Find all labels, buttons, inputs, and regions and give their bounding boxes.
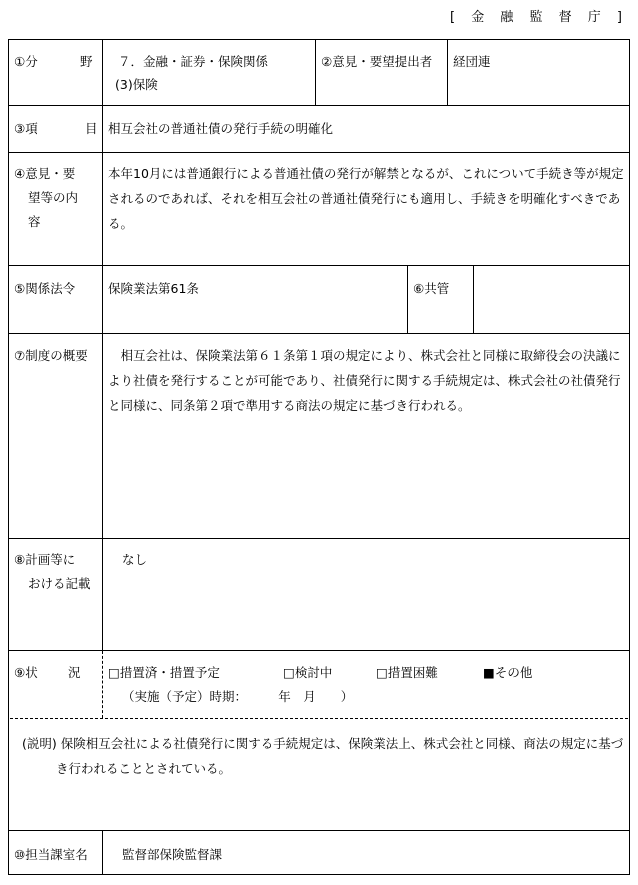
status-label: ⑨状: [14, 665, 38, 680]
field-value-line1: ７．金融・証券・保険関係: [118, 54, 269, 69]
checkbox-empty-icon: □: [283, 665, 295, 680]
plan-value: なし: [122, 552, 148, 567]
status-option-other[interactable]: ■その他: [483, 665, 533, 680]
status-label-suffix: 況: [68, 665, 81, 680]
status-explanation: (説明) 保険相互会社による社債発行に関する手続規定は、保険業法上、株式会社と同様、商法の規定に基づき行われることとされている。: [22, 736, 624, 776]
submitter-label: ②意見・要望提出者: [321, 54, 433, 69]
request-value: 本年10月には普通銀行による普通社債の発行が解禁となるが、これについて手続き等が規定されるのであれば、それを相互会社の普通社債発行にも適用し、手続きを明確化すべきである。: [108, 166, 624, 231]
law-value: 保険業法第61条: [108, 281, 199, 296]
system-value: 相互会社は、保険業法第６１条第１項の規定により、株式会社と同様に取締役会の決議により社債を発行することが可能であり、社債発行に関する手続規定は、株式会社の社債発行と同様に、同条第２項で準用する商法の規定に基づき行われる。: [108, 348, 621, 413]
checkbox-empty-icon: □: [376, 665, 388, 680]
status-option-difficult[interactable]: □措置困難: [376, 665, 438, 680]
joint-label: ⑥共管: [413, 281, 450, 296]
division-label: ⑩担当課室名: [14, 847, 88, 862]
field-label-suffix: 野: [80, 54, 93, 69]
item-label: ③項: [14, 121, 38, 136]
status-option-done[interactable]: □措置済・措置予定: [108, 665, 220, 680]
request-label-1: ④意見・要: [14, 166, 76, 181]
plan-label-1: ⑧計画等に: [14, 552, 76, 567]
field-value-line2: (3)保険: [115, 77, 158, 92]
request-label-3: 容: [28, 214, 41, 229]
system-label: ⑦制度の概要: [14, 348, 88, 363]
checkbox-filled-icon: ■: [483, 665, 495, 680]
law-label: ⑤関係法令: [14, 281, 76, 296]
item-label-suffix: 目: [85, 121, 98, 136]
checkbox-empty-icon: □: [108, 665, 120, 680]
status-timing: （実施（予定）時期： 年 月 ）: [122, 689, 354, 704]
request-label-2: 望等の内: [28, 190, 79, 205]
status-option-reviewing[interactable]: □検討中: [283, 665, 333, 680]
field-label: ①分: [14, 54, 38, 69]
plan-label-2: おける記載: [28, 576, 91, 591]
submitter-value: 経団連: [453, 54, 491, 69]
division-value: 監督部保険監督課: [122, 847, 223, 862]
agency-header: [ 金 融 監 督 庁 ]: [450, 10, 628, 25]
item-value: 相互会社の普通社債の発行手続の明確化: [108, 121, 334, 136]
